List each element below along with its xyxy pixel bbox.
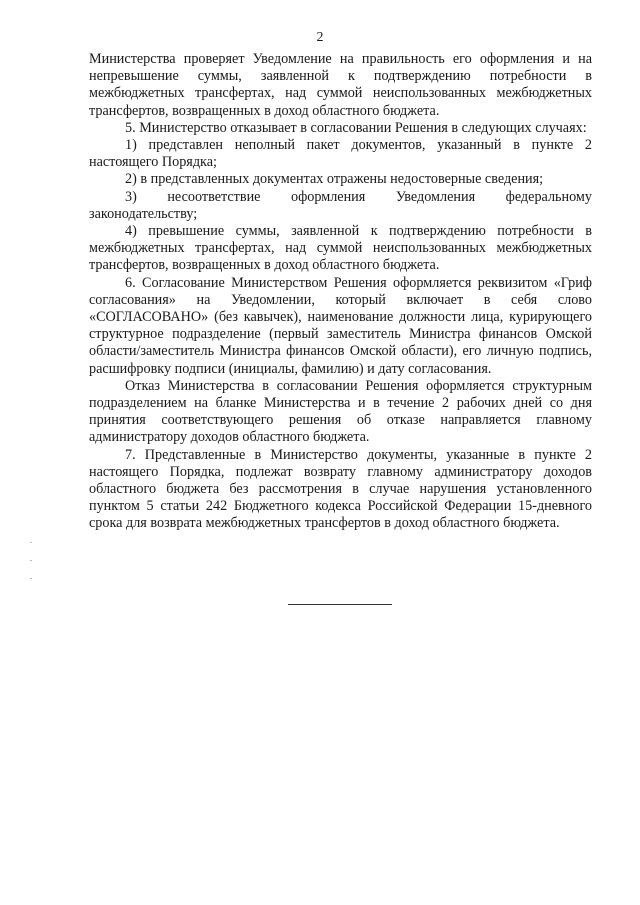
scan-artifact xyxy=(30,578,32,579)
list-item-1: 1) представлен неполный пакет документов, указанный в пункте 2 настоящего Порядка; xyxy=(89,137,592,171)
paragraph-item-7: 7. Представленные в Министерство документы, указанные в пункте 2 настоящего Порядка, подлежат возврату главному администратору доходов областного бюджета без рассмотрения в случае нарушения установленного пунктом 5 статьи 242 Бюджетного кодекса Российской Федерации 15-дневного срока для возврата межбюджетных трансфертов в доход областного бюджета. xyxy=(89,446,592,532)
scan-artifact xyxy=(30,542,32,543)
page-number: 2 xyxy=(316,30,324,45)
paragraph-item-6: 6. Согласование Министерством Решения оформляется реквизитом «Гриф согласования» на Уведомлении, который включает в себя слово «СОГЛАСОВАНО» (без кавычек), наименование должности лица, курирующего структурное подразделение (первый заместитель Министра финансов Омской области/заместитель Министра финансов Омской области), его личную подпись, расшифровку подписи (инициалы, фамилию) и дату согласования. xyxy=(89,274,592,377)
list-item-3: 3) несоответствие оформления Уведомления федеральному законодательству; xyxy=(89,188,592,222)
document-body xyxy=(89,51,592,533)
end-of-document-line xyxy=(288,604,392,605)
list-item-2: 2) в представленных документах отражены недостоверные сведения; xyxy=(125,171,544,188)
paragraph-continuation: Министерства проверяет Уведомление на правильность его оформления и на непревышение суммы, заявленной к подтверждению потребности в межбюджетных трансфертах, над суммой неиспользованных межбюджетных трансфертов, возвращенных в доход областного бюджета. xyxy=(89,51,592,119)
scan-artifact xyxy=(30,560,32,561)
paragraph-refusal: Отказ Министерства в согласовании Решения оформляется структурным подразделением на бланке Министерства и в течение 2 рабочих дней со дня принятия соответствующего решения об отказе направляется главному администратору доходов областного бюджета. xyxy=(89,377,592,446)
list-item-4: 4) превышение суммы, заявленной к подтверждению потребности в межбюджетных трансфертах, над суммой неиспользованных межбюджетных трансфертов, возвращенных в доход областного бюджета. xyxy=(89,223,592,274)
paragraph-item-5: 5. Министерство отказывает в согласовании Решения в следующих случаях: xyxy=(125,119,587,136)
